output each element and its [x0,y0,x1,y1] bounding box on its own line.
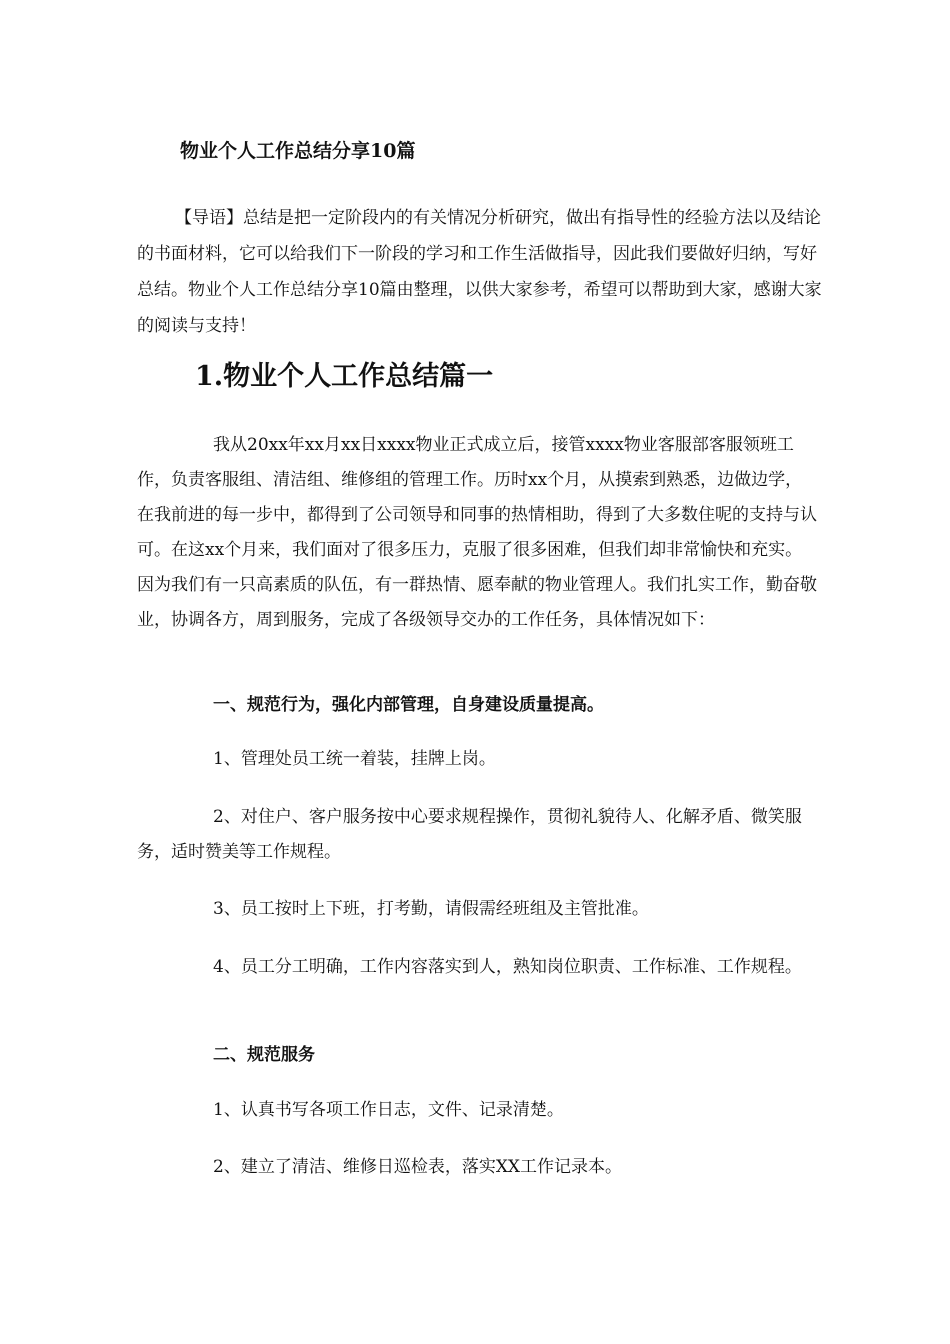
list-item: 2、对住户、客户服务按中心要求规程操作，贯彻礼貌待人、化解矛盾、微笑服务，适时赞美等工作规程。 [137,807,802,862]
sub-heading-2: 二、规范服务 [213,1045,315,1065]
list-item: 3、员工按时上下班，打考勤，请假需经班组及主管批准。 [213,899,649,919]
document-title: 物业个人工作总结分享10篇 [180,140,416,162]
section-paragraph: 我从20xx年xx月xx日xxxx物业正式成立后，接管xxxx物业客服部客服领班工作，负责客服组、清洁组、维修组的管理工作。历时xx个月，从摸索到熟悉，边做边学，在我前进的每一步中，都得到了公司领导和同事的热情相助，得到了大多数住呢的支持与认可。在这xx个月来，我们面对了很多压力，克服了很多困难，但我们却非常愉快和充实。因为我们有一只高素质的队伍，有一群热情、愿奉献的物业管理人。我们扎实工作，勤奋敬业，协调各方，周到服务，完成了各级领导交办的工作任务，具体情况如下： [137,435,817,630]
intro-paragraph: 【导语】总结是把一定阶段内的有关情况分析研究，做出有指导性的经验方法以及结论的书面材料，它可以给我们下一阶段的学习和工作生活做指导，因此我们要做好归纳，写好总结。物业个人工作总结分享10篇由整理，以供大家参考，希望可以帮助到大家，感谢大家的阅读与支持！ [137,208,822,336]
list-item: 4、员工分工明确，工作内容落实到人，熟知岗位职责、工作标准、工作规程。 [213,957,802,977]
list-item: 1、管理处员工统一着装，挂牌上岗。 [213,749,496,769]
sub-heading-1: 一、规范行为，强化内部管理，自身建设质量提高。 [213,695,604,715]
section-title: 1.物业个人工作总结篇一 [195,361,494,392]
list-item: 1、认真书写各项工作日志，文件、记录清楚。 [213,1100,564,1120]
list-item: 2、建立了清洁、维修日巡检表，落实XX工作记录本。 [213,1157,623,1177]
